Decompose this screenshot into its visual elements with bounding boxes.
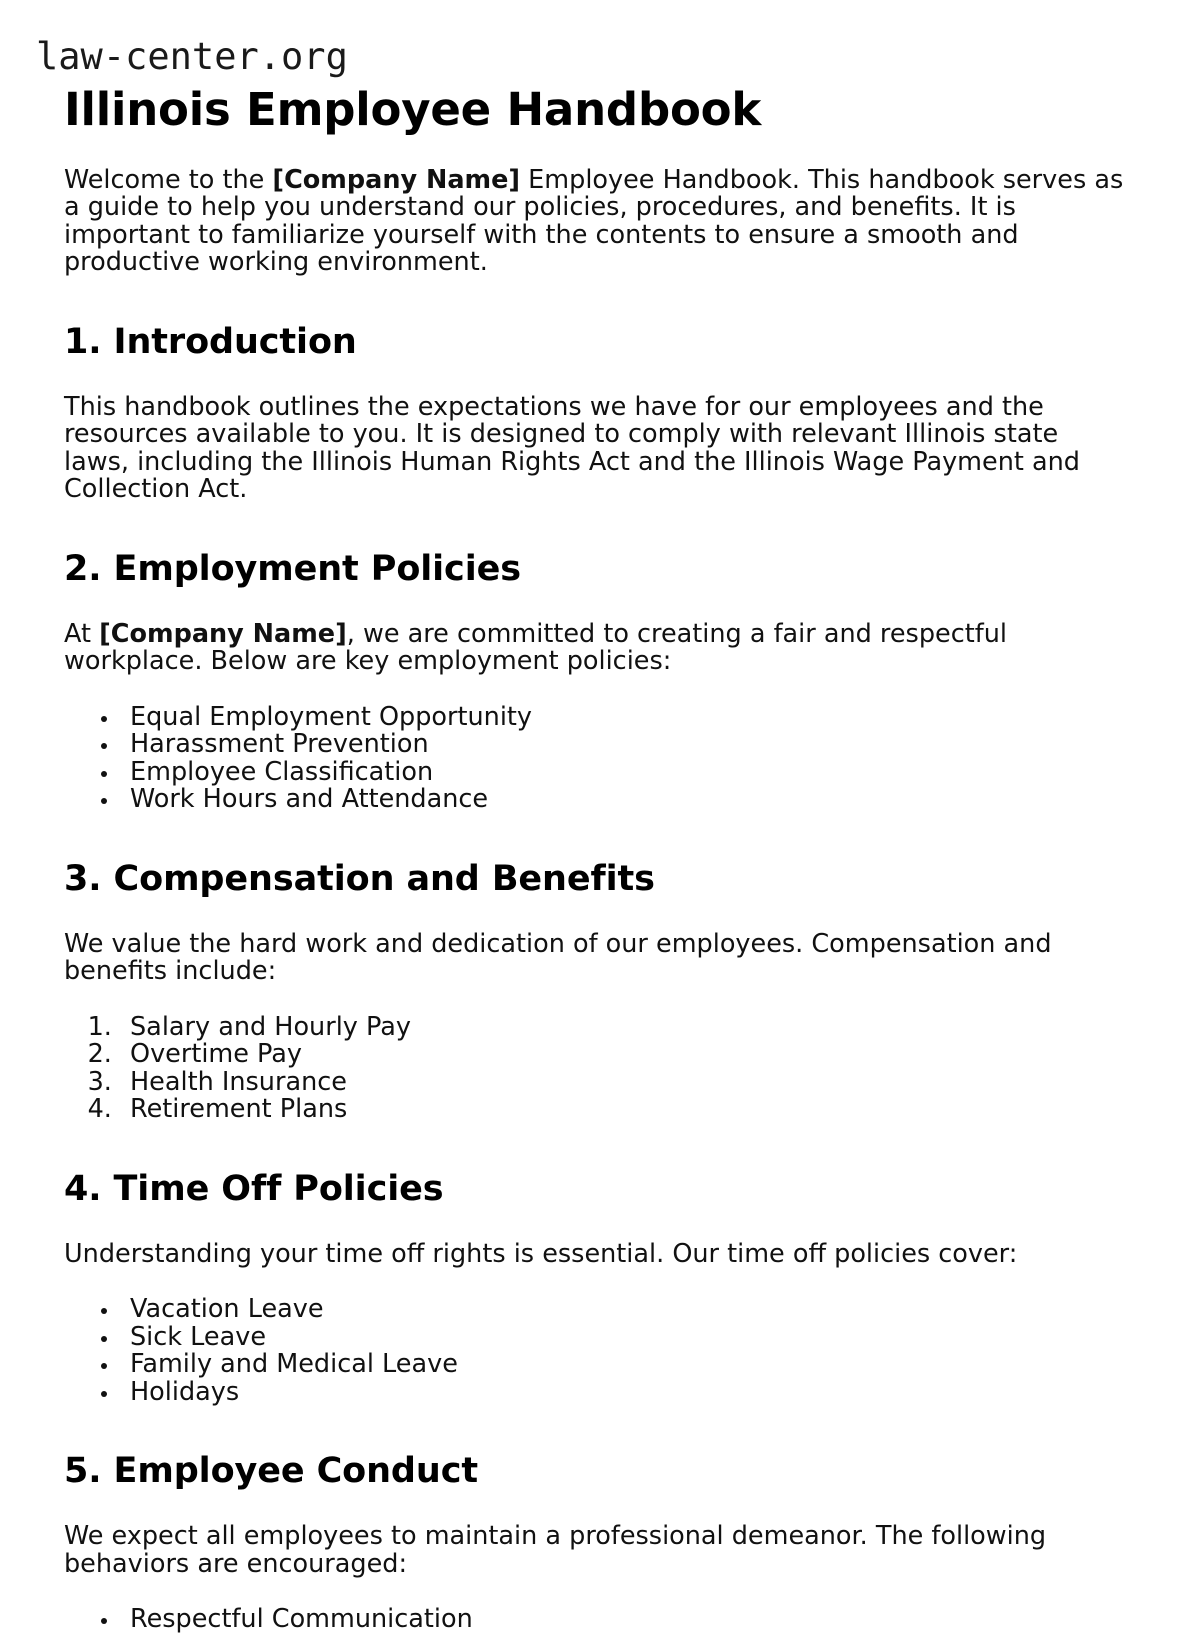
intro-text-after: Employee Handbook. This handbook serves as a guide to help you understand our policies, procedures, and benefits. It is important to familiarize yourself with the contents to ensure a smooth and productive working environment. [64,164,1124,278]
employment-text-before: At [64,618,100,649]
list-item: 1. Salary and Hourly Pay [120,1014,1127,1042]
list-item: • Work Hours and Attendance [120,786,1127,814]
company-name-placeholder: [Company Name] [99,618,347,649]
page-title: Illinois Employee Handbook [64,83,762,137]
section-paragraph-time-off-policies: Understanding your time off rights is essential. Our time off policies cover: [64,1238,1018,1269]
list-item: 2. Overtime Pay [120,1041,1127,1069]
list-item: 3. Health Insurance [120,1069,1127,1097]
list-item: • Harassment Prevention [120,731,1127,759]
list-item: • Sick Leave [120,1324,1127,1352]
intro-paragraph [64,164,1127,278]
list-item: 4. Retirement Plans [120,1096,1127,1124]
company-name-placeholder: [Company Name] [272,164,521,195]
section-heading-introduction: 1. Introduction [64,321,357,362]
intro-text-before: Welcome to the [64,164,273,195]
document-content [0,164,1191,1635]
section-paragraph-compensation-and-benefits: We value the hard work and dedication of our employees. Compensation and benefits include: [64,928,1052,987]
compensation-benefits-list [64,1011,1127,1125]
list-item: • Holidays [120,1379,1127,1407]
section-heading-employee-conduct: 5. Employee Conduct [64,1451,478,1492]
list-item: • Respectful Communication [120,1606,1127,1634]
time-off-policies-list [64,1296,1127,1406]
list-item: • Equal Employment Opportunity [120,704,1127,732]
section-heading-employment-policies: 2. Employment Policies [64,548,521,589]
section-paragraph-introduction: This handbook outlines the expectations we have for our employees and the resources available to you. It is designed to comply with relevant Illinois state laws, including the Illinois Human Rights Act and the Illinois Wage Payment and Collection Act. [64,391,1080,505]
list-item: • Vacation Leave [120,1296,1127,1324]
list-item: • Employee Classification [120,759,1127,787]
site-domain-header: law-center.org [36,35,348,78]
employment-policies-list [64,701,1127,815]
section-heading-time-off-policies: 4. Time Off Policies [64,1168,444,1209]
list-item: • Family and Medical Leave [120,1351,1127,1379]
employment-text-after: , we are committed to creating a fair and respectful workplace. Below are key employment policies: [64,618,1007,677]
section-paragraph-employment-policies [64,618,1127,677]
employee-conduct-list [64,1606,1127,1634]
section-paragraph-employee-conduct: We expect all employees to maintain a professional demeanor. The following behaviors are encouraged: [64,1521,1047,1579]
section-heading-compensation-and-benefits: 3. Compensation and Benefits [64,858,655,899]
